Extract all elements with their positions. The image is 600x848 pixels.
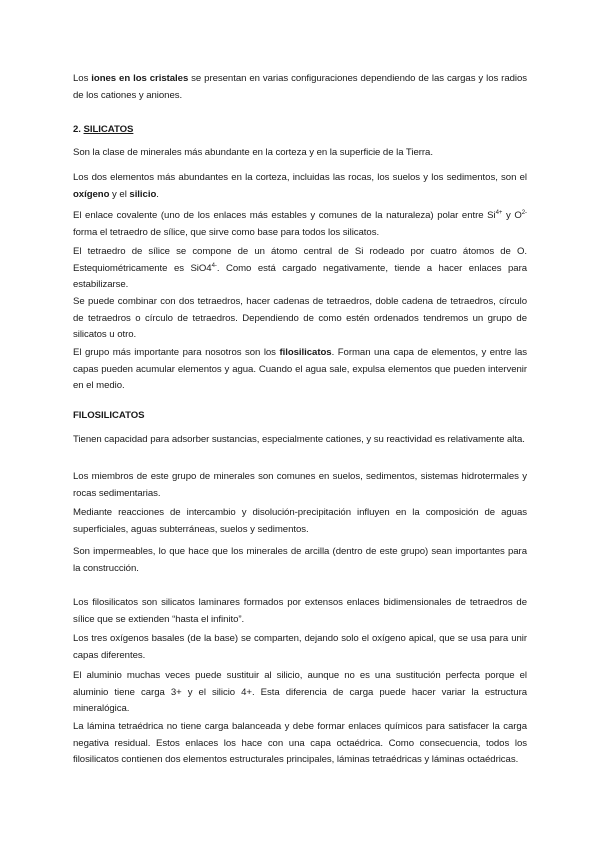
filosilicatos-paragraph-4: Son impermeables, lo que hace que los minerales de arcilla (dentro de este grupo) sean importantes para la construcción. bbox=[73, 546, 527, 574]
filosilicatos-paragraph-5: Los filosilicatos son silicatos laminares formados por extensos enlaces bidimensionales de tetraedros de sílice que se extienden “hasta el infinito”. bbox=[73, 597, 527, 625]
intro-paragraph: Los iones en los cristales se presentan en varias configuraciones dependiendo de las cargas y los radios de los cationes y aniones. bbox=[73, 73, 528, 101]
filosilicatos-paragraph-3: Mediante reacciones de intercambio y disolución-precipitación influyen en la composición de aguas superficiales, aguas subterráneas, suelos y sedimentos. bbox=[73, 507, 527, 535]
filosilicatos-paragraph-1: Tienen capacidad para adsorber sustancias, especialmente cationes, y su reactividad es relativamente alta. bbox=[73, 434, 525, 445]
filosilicatos-paragraph-2: Los miembros de este grupo de minerales son comunes en suelos, sedimentos, sistemas hidrotermales y rocas sedimentarias. bbox=[73, 471, 527, 499]
section-heading-silicatos: 2. SILICATOS bbox=[73, 124, 134, 135]
silicatos-paragraph-5: Se puede combinar con dos tetraedros, hacer cadenas de tetraedros, doble cadena de tetraedros, círculo de tetraedros o círculo de tetraedros. Dependiendo de como estén ordenados tendremos un grupo de silicatos u otro. bbox=[73, 296, 527, 341]
silicatos-paragraph-6: El grupo más importante para nosotros son los filosilicatos. Forman una capa de elementos, y entre las capas pueden acumular elementos y agua. Cuando el agua sale, expulsa elementos que pueden intervenir en el medio. bbox=[73, 347, 527, 392]
silicatos-paragraph-4: El tetraedro de sílice se compone de un átomo central de Si rodeado por cuatro átomos de O. Estequiométricamente es $SiO4^{4-}$. Como está cargado negativamente, tiende a hacer enlaces para estabilizarse. bbox=[73, 246, 527, 291]
filosilicatos-paragraph-6: Los tres oxígenos basales (de la base) se comparten, dejando solo el oxígeno apical, que se usa para unir capas diferentes. bbox=[73, 633, 527, 661]
silicatos-paragraph-3: El enlace covalente (uno de los enlaces más estables y comunes de la naturaleza) polar entre $Si^{4+}$ y $O^{2-}$ forma el tetraedro de sílice, que sirve como base para todos los silicatos. bbox=[73, 210, 528, 238]
filosilicatos-paragraph-7: El aluminio muchas veces puede sustituir al silicio, aunque no es una sustitución perfecta porque el aluminio tiene carga 3+ y el silicio 4+. Esta diferencia de carga puede hacer variar la estructura mineralógica. bbox=[73, 670, 527, 715]
silicatos-paragraph-1: Son la clase de minerales más abundante en la corteza y en la superficie de la Tierra. bbox=[73, 147, 433, 158]
filosilicatos-paragraph-8: La lámina tetraédrica no tiene carga balanceada y debe formar enlaces químicos para satisfacer la carga negativa residual. Estos enlaces los hace con una capa octaédrica. Como consecuencia, todos los filosilicatos contienen dos elementos estructurales principales, láminas tetraédricas y láminas octaédricas. bbox=[73, 721, 527, 766]
silicatos-paragraph-2: Los dos elementos más abundantes en la corteza, incluidas las rocas, los suelos y los sedimentos, son el oxígeno y el silicio. bbox=[73, 172, 527, 200]
bold-term: iones en los cristales bbox=[91, 73, 189, 84]
section-heading-filosilicatos: FILOSILICATOS bbox=[73, 410, 145, 421]
